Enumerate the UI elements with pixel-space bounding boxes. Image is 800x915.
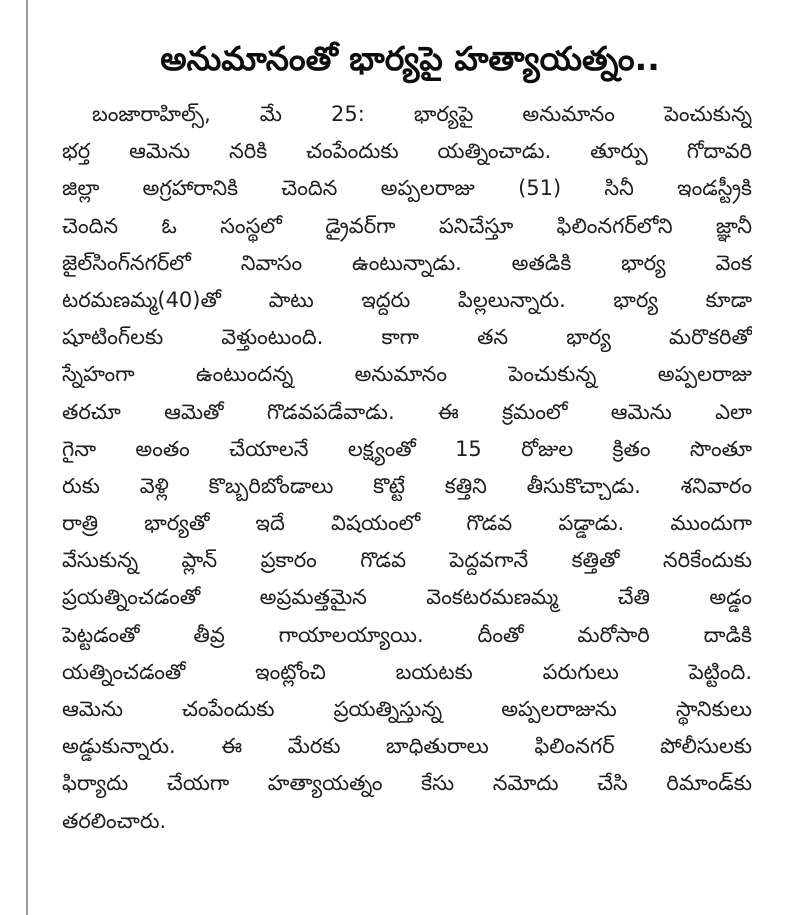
article-headline: అనుమానంతో భార్యపై హత్యాయత్నం.. (160, 39, 660, 78)
article-line: జైల్‌సింగ్‌నగర్‌లో నివాసం ఉంటున్నాడు. అతడికి భార్య వెంక (62, 250, 752, 275)
article-line: గైనా అంతం చేయాలనే లక్ష్యంతో 15 రోజుల క్రితం సొంతూ (62, 436, 752, 461)
article-line: ప్రయత్నించడంతో అప్రమత్తమైన వెంకటరమణమ్మ చేతి అడ్డం (62, 585, 752, 610)
article-line: ఫిర్యాదు చేయగా హత్యాయత్నం కేసు నమోదు చేసి రిమాండ్‌కు (62, 771, 752, 796)
article-line: తరచూ ఆమెతో గొడవపడేవాడు. ఈ క్రమంలో ఆమెను ఎలా (62, 399, 752, 424)
article-line: ఆమెను చంపేందుకు ప్రయత్నిస్తున్న అప్పలరాజును స్థానికులు (62, 697, 752, 721)
article-line: పెట్టడంతో తీవ్ర గాయాలయ్యాయి. దీంతో మరోసారి దాడికి (62, 622, 752, 647)
article-line: రాత్రి భార్యతో ఇదే విషయంలో గొడవ పడ్డాడు. ముందుగా (62, 511, 752, 536)
article-line: చెందిన ఓ సంస్థలో డ్రైవర్‌గా పనిచేస్తూ ఫిలింనగర్‌లోని జ్ఞానీ (62, 213, 752, 238)
article-body (62, 96, 752, 840)
column-divider (26, 0, 28, 915)
cropped-previous-line (60, 0, 760, 6)
article-line: తరలించారు. (62, 808, 167, 833)
article-line: రుకు వెళ్లి కొబ్బరిబోండాలు కొట్టే కత్తిని తీసుకొచ్చాడు. శనివారం (62, 473, 752, 498)
article-line: యత్నించడంతో ఇంట్లోంచి బయటకు పరుగులు పెట్టింది. (62, 659, 752, 684)
article-line: భర్త ఆమెను నరికి చంపేందుకు యత్నించాడు. తూర్పు గోదావరి (62, 139, 752, 164)
article-line: జిల్లా అగ్రహారానికి చెందిన అప్పలరాజు (51) సినీ ఇండస్ట్రీకి (62, 176, 752, 201)
article-line: బంజారాహిల్స్, మే 25: భార్యపై అనుమానం పెంచుకున్న (92, 102, 752, 126)
article-line: స్నేహంగా ఉంటుందన్న అనుమానం పెంచుకున్న అప్పలరాజు (62, 362, 752, 387)
article-line: షూటింగ్‌లకు వెళ్తుంటుంది. కాగా తన భార్య మరొకరితో (62, 325, 752, 350)
article-line: వేసుకున్న ప్లాన్ ప్రకారం గొడవ పెద్దవగానే కత్తితో నరికేందుకు (62, 548, 752, 573)
article-line: అడ్డుకున్నారు. ఈ మేరకు బాధితురాలు ఫిలింనగర్ పోలీసులకు (62, 734, 752, 759)
article-line: టరమణమ్మ(40)తో పాటు ఇద్దరు పిల్లలున్నారు. భార్య కూడా (62, 287, 752, 312)
